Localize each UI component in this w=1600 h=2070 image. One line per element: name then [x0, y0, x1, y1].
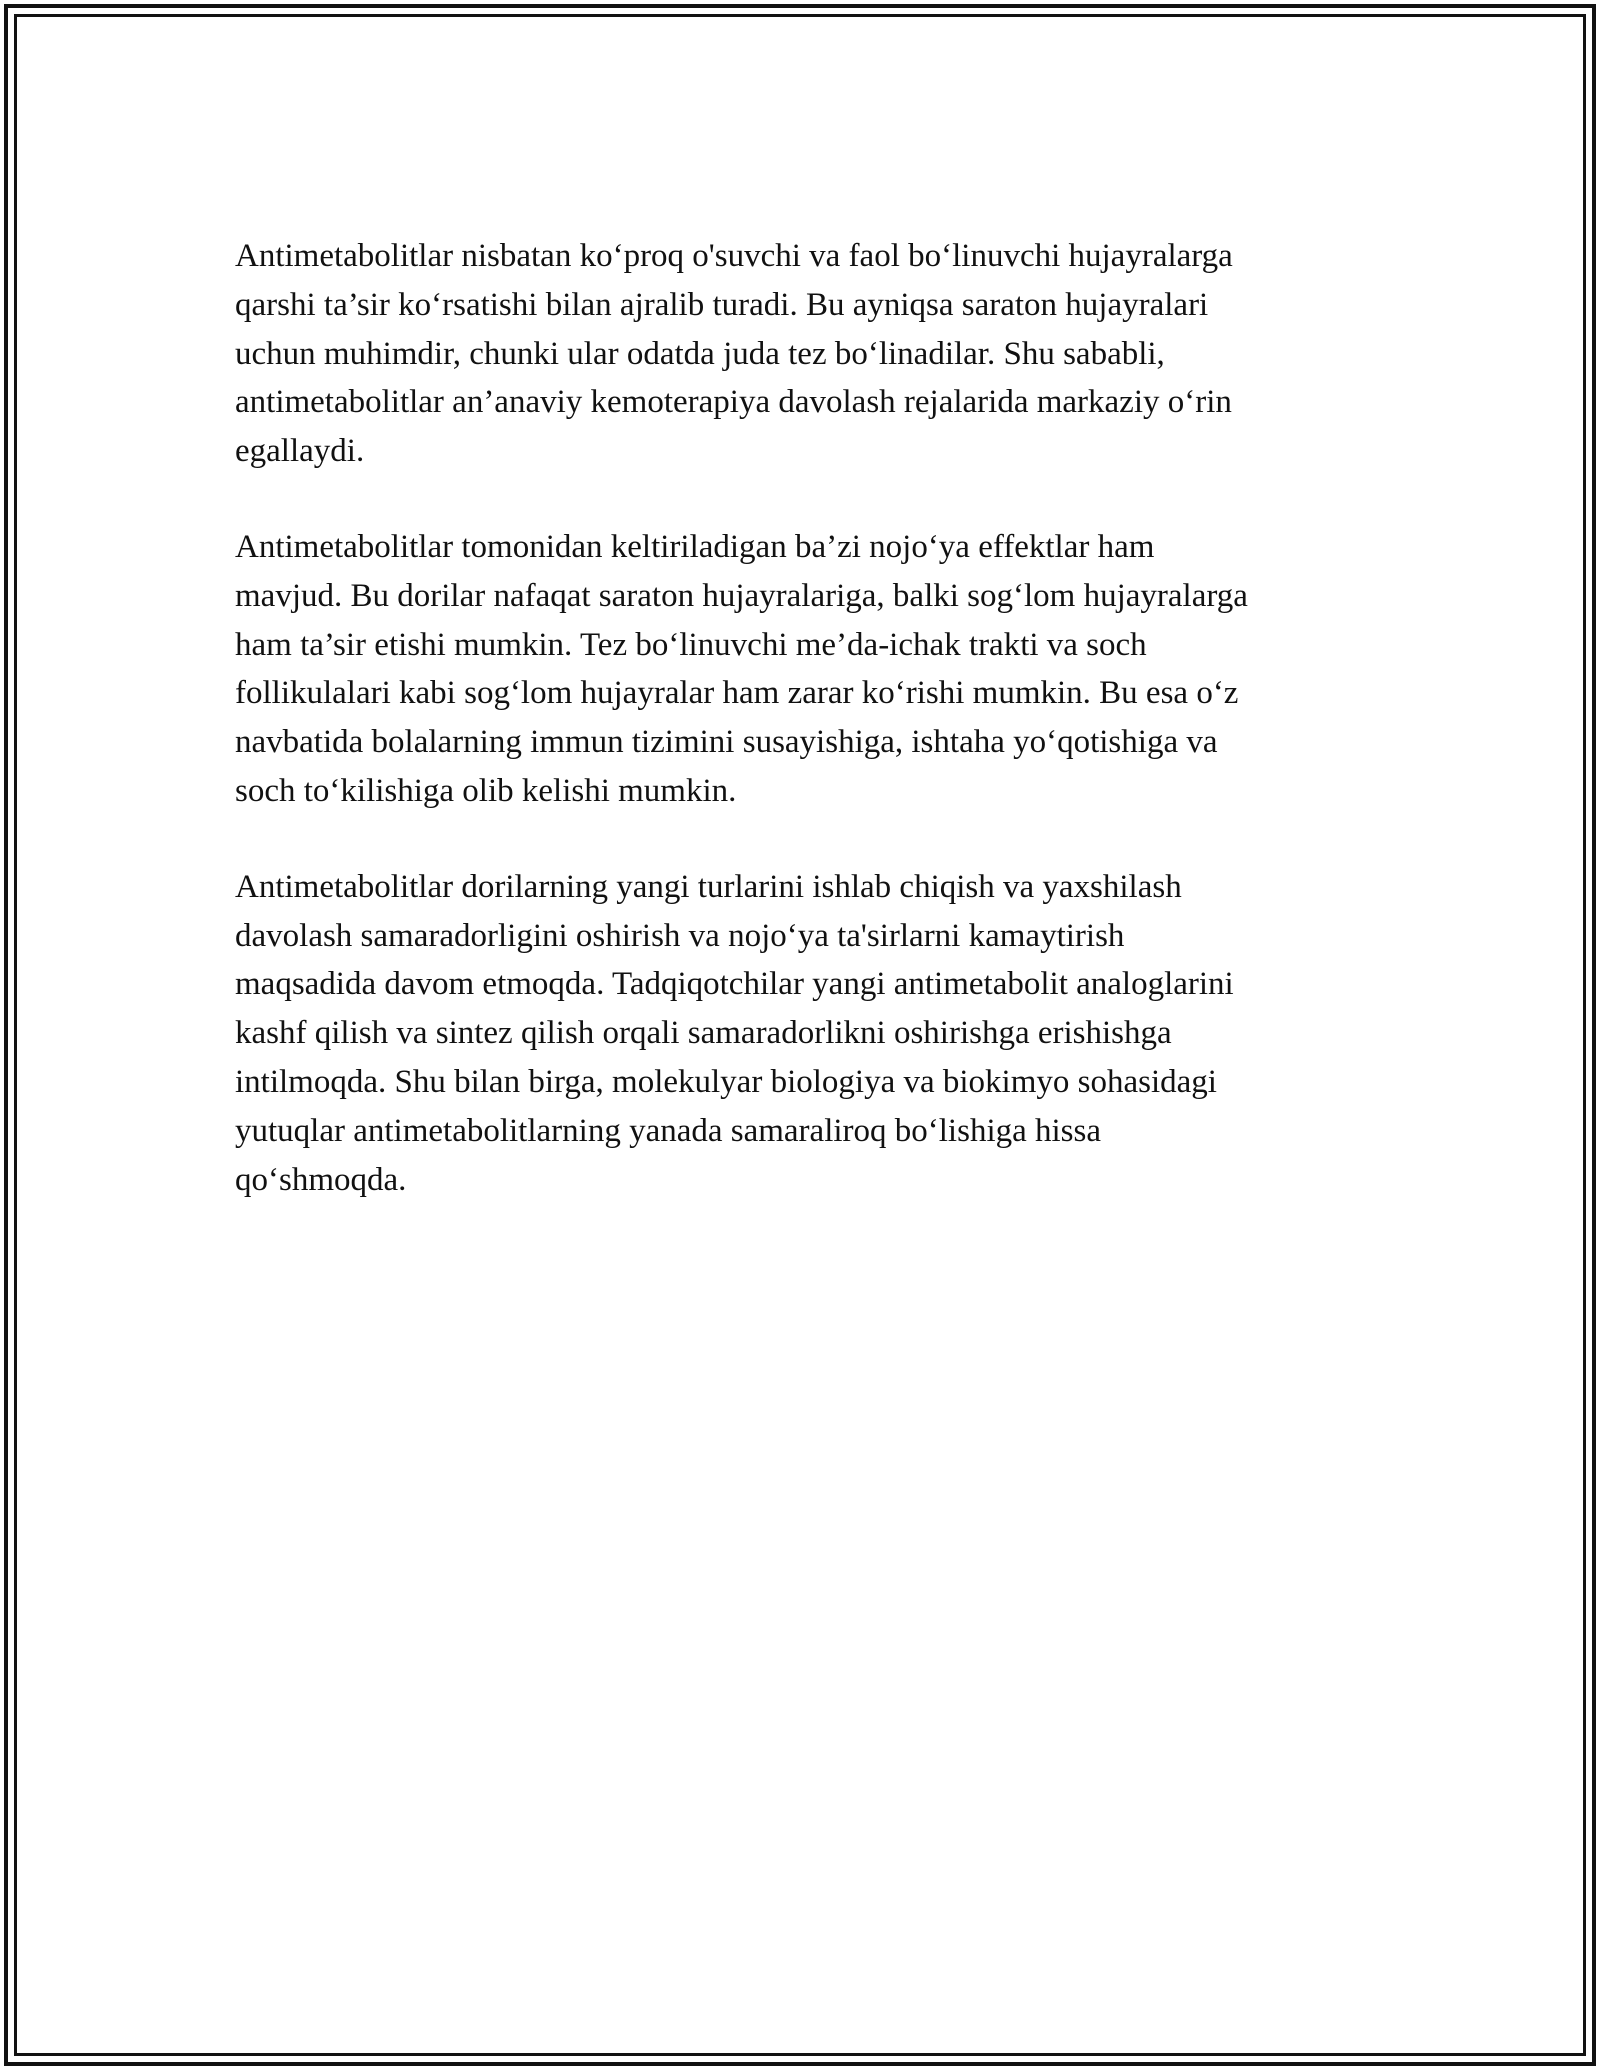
paragraph-1: Antimetabolitlar nisbatan ko‘proq o'suvchi va faol bo‘linuvchi hujayralarga qarshi ta’sir ko‘rsatishi bilan ajralib turadi. Bu ayniqsa saraton hujayralari uchun muhimdir, chunki ular odatda juda tez bo‘linadilar. Shu sababli, antimetabolitlar an’anaviy kemoterapiya davolash rejalarida markaziy o‘rin egallaydi.: [235, 238, 1233, 470]
paragraph-3: Antimetabolitlar dorilarning yangi turlarini ishlab chiqish va yaxshilash davolash samaradorligini oshirish va nojo‘ya ta'sirlarni kamaytirish maqsadida davom etmoqda. Tadqiqotchilar yangi antimetabolit analoglarini kashf qilish va sintez qilish orqali samaradorlikni oshirishga erishishga intilmoqda. Shu bilan birga, molekulyar biologiya va biokimyo sohasidagi yutuqlar antimetabolitlarning yanada samaraliroq bo‘lishiga hissa qo‘shmoqda.: [235, 868, 1234, 1198]
paragraph-2: Antimetabolitlar tomonidan keltiriladigan ba’zi nojo‘ya effektlar ham mavjud. Bu dorilar nafaqat saraton hujayralariga, balki sog‘lom hujayralarga ham ta’sir etishi mumkin. Tez bo‘linuvchi me’da-ichak trakti va soch follikulalari kabi sog‘lom hujayralar ham zarar ko‘rishi mumkin. Bu esa o‘z navbatida bolalarning immun tizimini susayishiga, ishtaha yo‘qotishiga va soch to‘kilishiga olib kelishi mumkin.: [235, 528, 1248, 809]
document-body: [235, 232, 1390, 1251]
